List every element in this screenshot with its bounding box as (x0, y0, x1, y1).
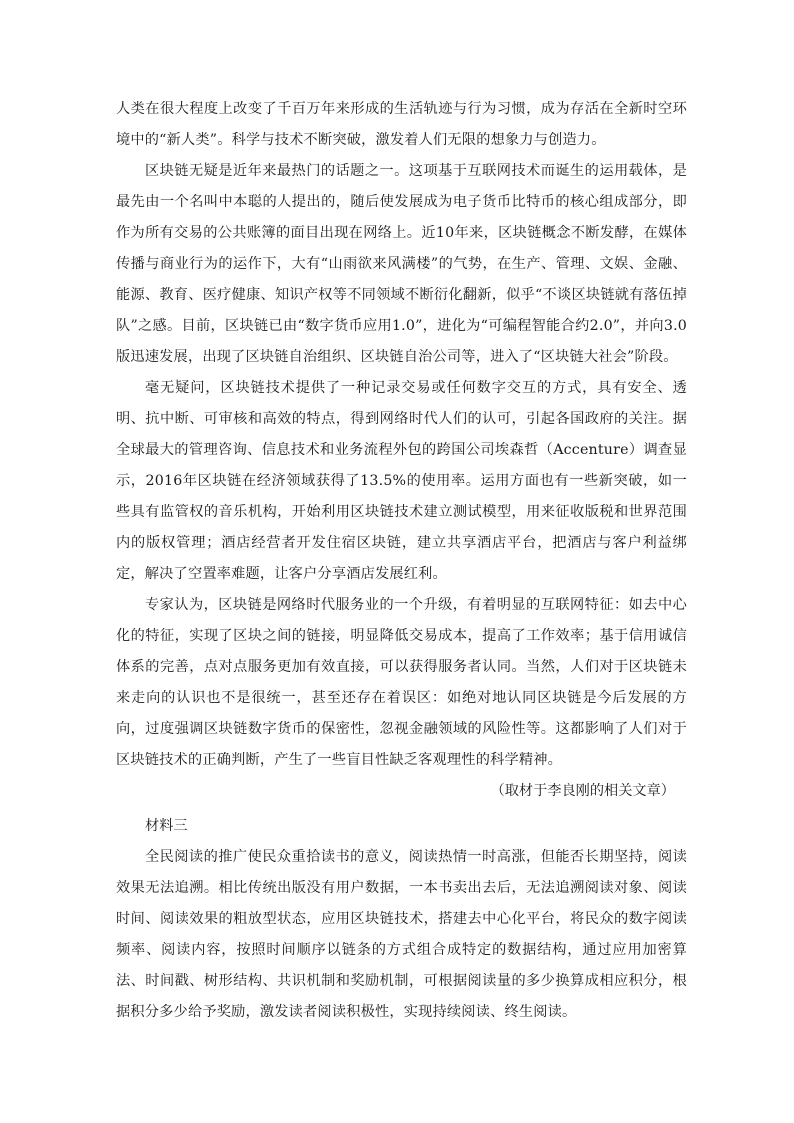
paragraph-blockchain-overview: 区块链无疑是近年来最热门的话题之一。这项基于互联网技术而诞生的运用载体，是最先由一个名叫中本聪的人提出的，随后使发展成为电子货币比特币的核心组成部分，即作为所有交易的公共账簿的面目出现在网络上。近10年来，区块链概念不断发酵，在媒体传播与商业行为的运作下，大有“山雨欲来风满楼”的气势，在生产、管理、文娱、金融、能源、教育、医疗健康、知识产权等不同领域不断衍化翻新，似乎“不谈区块链就有落伍掉队”之感。目前，区块链已由“数字货币应用1.0”，进化为“可编程智能合约2.0”，并向3.0版迅速发展，出现了区块链自治组织、区块链自治公司等，进入了“区块链大社会”阶段。 (116, 163, 687, 365)
paragraph-reading-promotion: 全民阅读的推广使民众重拾读书的意义，阅读热情一时高涨，但能否长期坚持，阅读效果无法追溯。相比传统出版没有用户数据，一本书卖出去后，无法追溯阅读对象、阅读时间、阅读效果的粗放型状态，应用区块链技术，搭建去中心化平台，将民众的数字阅读频率、阅读内容，按照时间顺序以链条的方式组合成特定的数据结构，通过应用加密算法、时间戳、树形结构、共识机制和奖励机制，可根据阅读量的多少换算成相应积分，根据积分多少给予奖励，激发读者阅读积极性，实现持续阅读、终生阅读。 (116, 849, 687, 1020)
paragraph-expert-opinion: 专家认为，区块链是网络时代服务业的一个升级，有着明显的互联网特征：如去中心化的特征，实现了区块之间的链接，明显降低交易成本，提高了工作效率；基于信用诚信体系的完善，点对点服务更加有效直接，可以获得服务者认同。当然，人们对于区块链未来走向的认识也不是很统一，甚至还存在着误区：如绝对地认同区块链是今后发展的方向，过度强调区块链数字货币的保密性，忽视金融领域的风险性等。这都影响了人们对于区块链技术的正确判断，产生了一些盲目性缺乏客观理性的科学精神。 (116, 597, 687, 768)
article-body (116, 94, 687, 1028)
paragraph-blockchain-features: 毫无疑问，区块链技术提供了一种记录交易或任何数字交互的方式，具有安全、透明、抗中断、可审核和高效的特点，得到网络时代人们的认可，引起各国政府的关注。据全球最大的管理咨询、信息技术和业务流程外包的跨国公司埃森哲（Accenture）调查显示，2016年区块链在经济领域获得了13.5%的使用率。运用方面也有一些新突破，如一些具有监管权的音乐机构，开始利用区块链技术建立测试模型，用来征收版税和世界范围内的版权管理；酒店经营者开发住宿区块链，建立共享酒店平台，把酒店与客户利益绑定，解决了空置率难题，让客户分享酒店发展红利。 (116, 380, 687, 582)
paragraph-intro-continuation: 人类在很大程度上改变了千百万年来形成的生活轨迹与行为习惯，成为存活在全新时空环境中的“新人类”。科学与技术不断突破，激发着人们无限的想象力与创造力。 (116, 101, 687, 148)
source-note: （取材于李良刚的相关文章） (490, 783, 675, 799)
section-heading-material-three: 材料三 (145, 818, 188, 834)
